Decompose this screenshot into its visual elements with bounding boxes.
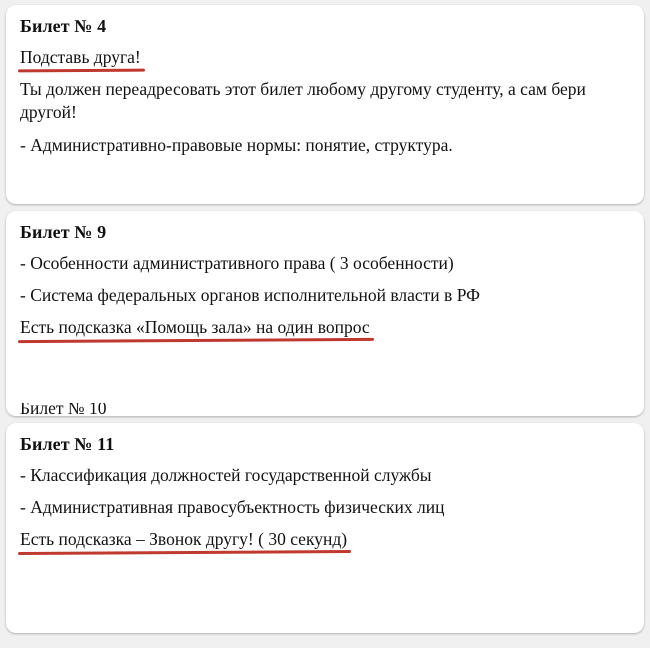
underlined-text: Есть подсказка – Звонок другу! ( 30 секунд): [20, 528, 347, 551]
underlined-text: Есть подсказка «Помощь зала» на один вопрос: [20, 316, 370, 339]
ticket-line: [20, 46, 630, 69]
ticket-line: Ты должен переадресовать этот билет любому другому студенту, а сам бери другой!: [20, 78, 586, 123]
ticket-card: [6, 5, 644, 204]
ticket-card: [6, 423, 644, 633]
ticket-line: - Классификация должностей государственной службы: [20, 464, 432, 485]
ticket-line: - Административная правосубъектность физических лиц: [20, 496, 445, 517]
ticket-line: - Особенности административного права ( 3 особенности): [20, 252, 454, 273]
ticket-title: Билет № 9: [20, 222, 107, 242]
ticket-line: [20, 316, 630, 339]
ticket-title: Билет № 4: [20, 16, 107, 36]
ticket-line: - Административно-правовые нормы: понятие, структура.: [20, 134, 453, 155]
ticket-line: [20, 528, 630, 551]
ticket-title: Билет № 11: [20, 434, 115, 454]
underlined-text: Подставь друга!: [20, 46, 141, 69]
clipped-next-ticket-title: Билет № 10: [20, 403, 107, 416]
ticket-card: [6, 211, 644, 416]
ticket-line: - Система федеральных органов исполнительной власти в РФ: [20, 284, 480, 305]
